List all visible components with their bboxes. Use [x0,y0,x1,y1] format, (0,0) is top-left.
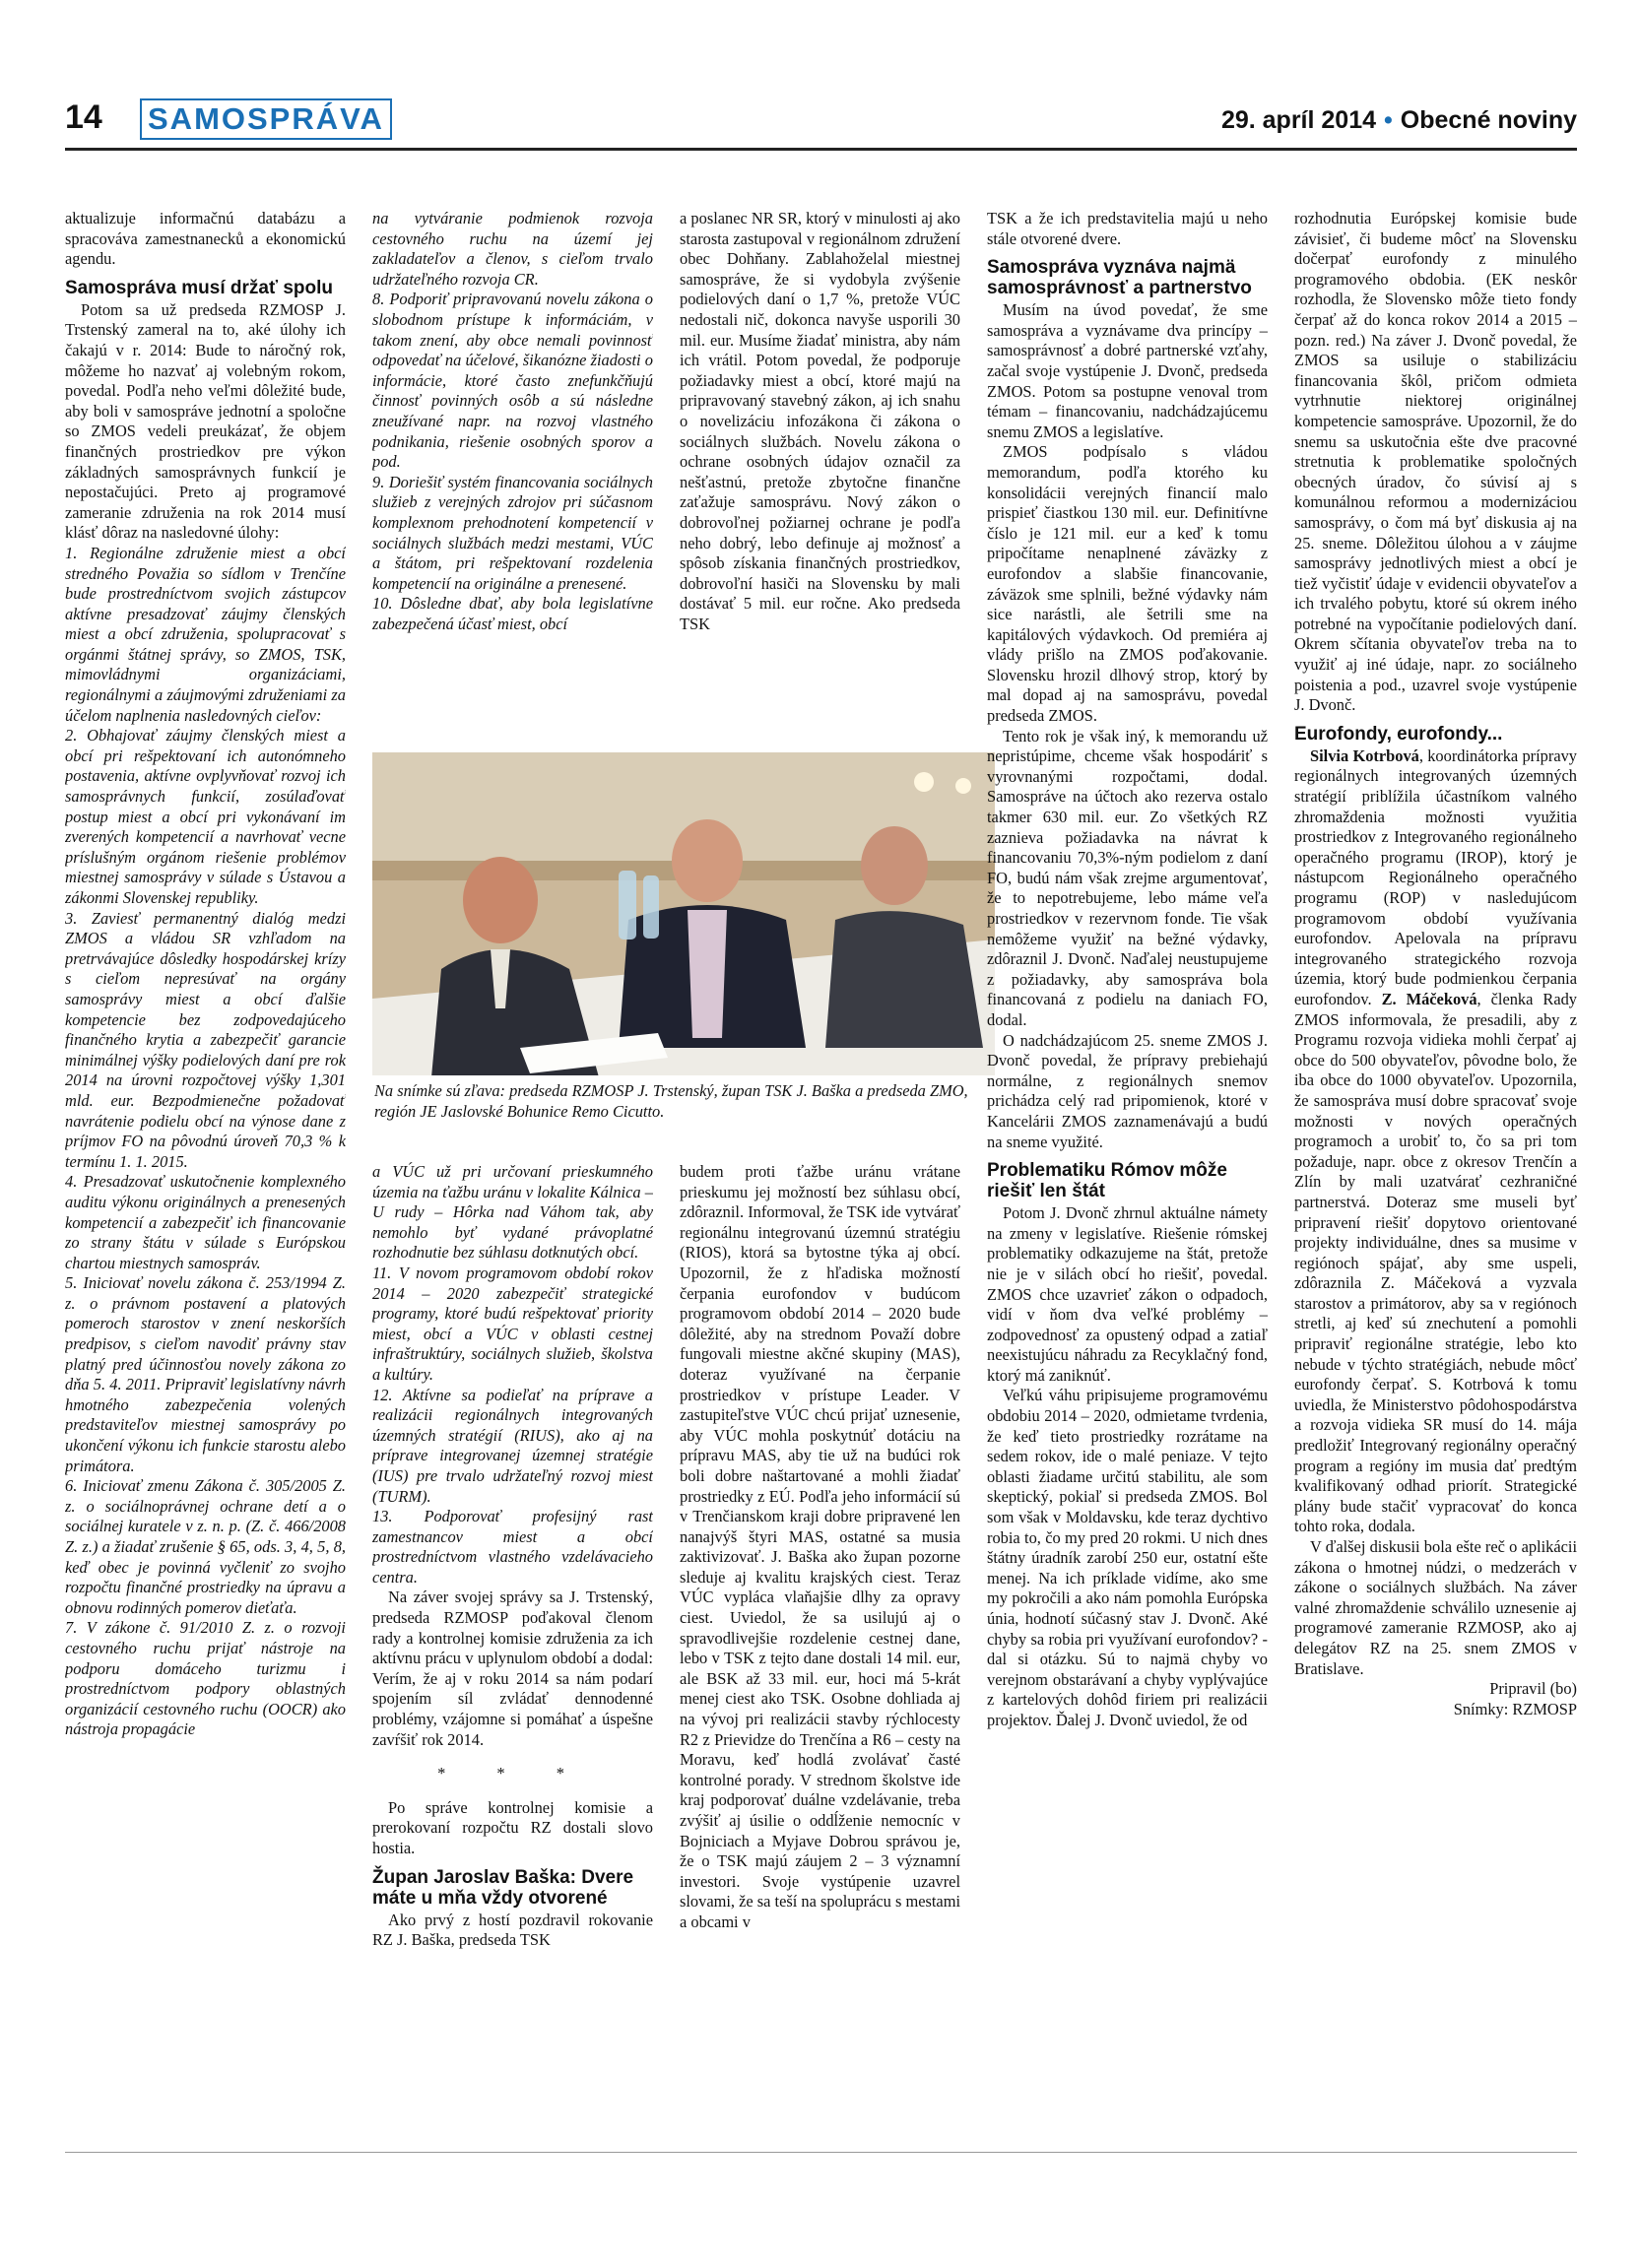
speaker-name: Silvia Kotrbová [1310,745,1419,765]
list-item: 12. Aktívne sa podieľať na príprave a realizácii regionálnych integrovaných územných stratégií (RIUS), ako aj na príprave integrovanej územnej stratégie (IUS) pre trvalo udržateľný rozvoj miest (TURM). [372,1385,653,1506]
list-item: 2. Obhajovať záujmy členských miest a obcí pri rešpektovaní ich autonómneho postavenia, aktívne ovplyvňovať rozvoj ich samosprávnych funkcií, zosúlaďovať postup miest a obcí pri vykonávaní im zverených kompetencií a navrhovať vecne príslušným orgánom riešenie problémov miestnej samosprávy v súlade s Ústavou a zákonmi Slovenskej republiky. [65,726,346,907]
subheading: Samospráva musí držať spolu [65,277,334,298]
paragraph: Musím na úvod povedať, že sme samospráva a vyznávame dva princípy – samosprávnosť a dobré partnerské vzťahy, začal svoje vystúpenie J. Dvonč, predseda ZMOS. Potom sa postupne venoval trom témam – financovaniu, nadchádzajúcemu snemu ZMOS a legislatíve. [987,300,1268,441]
paragraph: TSK a že ich predstavitelia majú u neho stále otvorené dvere. [987,209,1268,248]
list-item: 4. Presadzovať uskutočnenie komplexného auditu výkonu originálnych a prenesených kompetencií a zabezpečiť ich financovanie zo strany štátu v súlade s Európskou chartou miestnych samospráv. [65,1172,346,1272]
paragraph: Tento rok je však iný, k memorandu už nepristúpime, chceme však hospodáriť s vyrovnanými rozpočtami, dodal. Samospráve na účtoch ako rezerva ostalo takmer 630 mil. eur. Zo všetkých RZ zaznieva požiadavka na návrat k financovaniu 70,3%-ným podielom z daní FO, budú nám však zrejme argumentovať, že to nepotrebujeme, lebo máme veľa prostriedkov v rezervnom fonde. Tie však nemôžeme využiť na bežné výdavky, zdôraznil J. Dvonč. Naďalej neustupujeme z požiadavky, aby samospráva bola financovaná z podielu na daniach FO, dodal. [987,726,1268,1029]
speaker-name: Z. Máčeková [1381,989,1477,1008]
page-header [65,95,1577,150]
paragraph: Potom sa už predseda RZMOSP J. Trstenský zameral na to, aké úlohy ich čakajú v r. 2014: Bude to náročný rok, môžeme ho nazvať aj volebným rokom, povedal. Podľa neho veľmi dôležité bude, aby boli v samospráve jednotní a spoločne so ZMOS vedeli preukázať, že objem finančných prostriedkov pre výkon základných samosprávnych funkcií je nepostačujúci. Preto aj programové zameranie združenia na rok 2014 musí klásť dôraz na nasledovné úlohy: [65,299,346,543]
column-2-top [372,209,653,745]
paragraph: Potom J. Dvonč zhrnul aktuálne námety na zmeny v legislatíve. Riešenie rómskej problematiky odkazujeme na štát, pretože nie je v silách obcí ho riešiť, povedal. ZMOS chce uzavrieť zákon o odpadoch, vidí v ňom dva veľké problémy – zodpovednosť za opustený odpad a zatiaľ neexistujúcu náhradu za Recyklačný fond, ktorý má zaniknúť. [987,1203,1268,1385]
subheading: Župan Jaroslav Baška: Dvere máte u mňa vždy otvorené [372,1866,634,1909]
column-1 [65,209,346,2149]
paragraph: aktualizuje informačnú databázu a spracováva zamestnanecků a ekonomickú agendu. [65,209,346,269]
page-number: 14 [65,98,102,136]
dateline [1221,106,1577,135]
section-title: SAMOSPRÁVA [140,98,392,140]
issue-date: 29. apríl 2014 [1220,106,1377,134]
list-item: 10. Dôsledne dbať, aby bola legislatívne zabezpečená účasť miest, obcí [372,594,653,633]
list-item: 8. Podporiť pripravovanú novelu zákona o slobodnom prístupe k informáciám, v takom znení, aby obce nemali povinnosť odpovedať na účelové, šikanózne žiadosti o informácie, ktoré často znefunkčňujú činnosť povinných osôb a sú následne zneužívané napr. na rozvoj vlastného podnikania, riešenie osobných sporov a pod. [372,290,653,472]
column-3-top [680,209,960,745]
paragraph-text: , koordinátorka prípravy regionálnych integrovaných územných stratégií priblížila účastníkom valného zhromaždenia možnosti využitia prostriedkov z Integrovaného regionálneho operačného programu (IROP), ktorý je nástupcom Regionálneho operačného programu (ROP) v nasledujúcom programovom období využívania eurofondov. Apelovala na prípravu integrovaného strategického rozvoja územia, ktorý bude podmienkou čerpania eurofondov. [1294,745,1577,1008]
subheading: Samospráva vyznáva najmä samosprávnosť a partnerstvo [987,257,1252,299]
list-item: 1. Regionálne združenie miest a obcí stredného Považia so sídlom v Trenčíne bude prostredníctvom svojich zástupcov aktívne presadzovať záujmy členských miest a obcí združenia, spolupracovať s orgánmi štátnej správy, so ZMOS, TSK, mimovládnymi organizáciami, regionálnymi a záujmovými združeniami za účelom naplnenia nasledovných cieľov: [65,543,346,725]
paragraph: a poslanec NR SR, ktorý v minulosti aj ako starosta zastupoval v regionálnom združení obec Dohňany. Zablahoželal miestnej samospráve, že si vydobyla zvýšenie podielových daní o 1,7 %, pretože VÚC nedostali nič, dokonca navyše usporili 30 mil. eur. Musíme žiadať ministra, aby nám ich vrátil. Potom povedal, že podporuje požiadavky miest a obcí, ktoré majú na pripravovaný stavebný zákon, aj ich snahu o novelizáciu infozákona či zákona o sociálnych službách. Novelu zákona o ochrane osobných údajov označil za nešťastnú, pretože zbytočne finančne zaťažuje samosprávu. Nový zákon o dobrovoľnej požiarnej ochrane je podľa neho dobrý, lebo definuje aj možnosť a spôsob získania finančných prostriedkov, dobrovoľní hasiči na Slovensku by mali dostávať 5 mil. eur ročne. Ako predseda TSK [680,209,960,633]
author-credit: Pripravil (bo) [1489,1679,1577,1699]
separator-dot: • [1384,106,1393,134]
paragraph: Ako prvý z hostí pozdravil rokovanie RZ J. Baška, predseda TSK [372,1910,653,1950]
column-2-bottom [372,1162,653,2147]
publication-name: Obecné noviny [1400,106,1577,134]
subheading: Eurofondy, eurofondy... [1294,723,1503,745]
photo-credit: Snímky: RZMOSP [1453,1699,1577,1718]
list-item: 11. V novom programovom období rokov 2014 – 2020 zabezpečiť strategické programy, ktoré budú rešpektovať priority miest, obcí a VÚC v oblasti cestnej infraštruktúry, sociálnych služieb, školstva a kultúry. [372,1263,653,1384]
paragraph: V ďalšej diskusii bola ešte reč o aplikácii zákona o hmotnej núdzi, o medzerách v zákone o sociálnych službách. Na záver valné zhromaždenie schválilo uznesenie aj programové zameranie RZMOSP, ako aj delegátov RZ na 25. snem ZMOS v Bratislave. [1294,1537,1577,1678]
column-3-bottom [680,1162,960,2147]
photo-illustration [372,752,995,1075]
paragraph: Po správe kontrolnej komisie a prerokovaní rozpočtu RZ dostali slovo hostia. [372,1797,653,1857]
list-item: 3. Zaviesť permanentný dialóg medzi ZMOS a vládou SR vzhľadom na pretrvávajúce dôsledky hospodárskej krízy s cieľom nepresúvať na orgány samosprávy miest a obcí ďalšie kompetencie bez zodpovedajúceho finančného krytia a zabezpečiť garancie minimálnej výšky podielových daní pre rok 2014 na úrovni rozpočtovej výšky 1,301 mld. eur. Bezpodmienečne požadovať navrátenie podielu obcí na výnose dane z príjmov FO na pôvodnú úroveň 70,3 % k termínu 1. 1. 2015. [65,908,346,1171]
column-5 [1294,209,1577,2149]
paragraph: ZMOS podpísalo s vládou memorandum, podľa ktorého ku konsolidácii verejných financií malo prispieť čiastkou 130 mil. eur. Definitívne číslo je 121 mil. eur a keď k tomu pripočítame nenaplnené záväzky z eurofondov a slabšie financovanie, záväzok sme splnili, bežné výdavky nám sice narástli, ale šetrili sme na kapitálových výdavkoch. Od premiéra aj vlády prišlo na ZMOS poďakovanie. Slovensku hrozil dlhový strop, ktorý by mal dopad aj na samosprávu, povedal predseda ZMOS. [987,442,1268,726]
footer-rule [65,2152,1577,2153]
list-item: 9. Doriešiť systém financovania sociálnych služieb z verejných zdrojov pri súčasnom komplexnom prehodnotení kompetencií v sociálnych službách medzi mestami, VÚC a štátom, pri rešpektovaní rozdelenia kompetencií na originálne a prenesené. [372,472,653,593]
photo-caption: Na snímke sú zľava: predseda RZMOSP J. Trstenský, župan TSK J. Baška a predseda ZMO, región JE Jaslovské Bohunice Remo Cicutto. [374,1081,968,1121]
list-item: 5. Iniciovať novelu zákona č. 253/1994 Z. z. o právnom postavení a platových pomeroch starostov v znení neskorších predpisov, s cieľom navodiť právny stav platný pred účinnosťou novely zákona zo dňa 5. 4. 2011. Pripraviť legislatívny návrh hmotného zabezpečenia volených predstaviteľov miestnej samosprávy po ukončení výkonu ich funkcie starostu alebo primátora. [65,1273,346,1475]
paragraph [1294,746,1577,1537]
header-rule [65,148,1577,151]
list-item: a VÚC už pri určovaní prieskumného územia na ťažbu uránu v lokalite Kálnica – U rudy – Hôrka nad Váhom tak, aby nemohlo byť vydané právoplatné rozhodnutie bez súhlasu dotknutých obcí. [372,1162,653,1263]
column-4 [987,209,1268,2149]
paragraph-text: , členka Rady ZMOS informovala, že presadili, aby z Programu rozvoja vidieka mohli čerpať aj obce do 500 obyvateľov, pôvodne bolo, že iba obce do 1000 obyvateľov. Upozornila, že samospráva musí dobre spracovať svoje možnosti v nových operačných programoch a urobiť to, čo sa pri tom požaduje, napr. obce z okresov Trenčín a Zlín by mali uzatvárať cezhraničné partnerstvá. Doteraz sme museli byť pripravení riešiť dopytovo orientované projekty individuálne, dnes sa musime v regiónoch spájať, aby sme uspeli, zdôraznila Z. Máčeková a vyzvala starostov a primátorov, aby sa v regiónoch stretli, aj keď sú znechutení a pomohli pripraviť regionálne stratégie, lebo kto nebude v týchto stratégiách, nebude môcť eurofondy čerpať. S. Kotrbová k tomu uviedla, že Ministerstvo pôdohospodárstva a rozvoja vidieka SR musí do 14. mája predložiť Integrovaný regionálny operačný program a regióny im musia dať predtým kvalifikovaný odhad priorít. Strategické plány bude stačiť vypracovať do konca tohto roka, dodala. [1294,989,1577,1536]
subheading: Problematiku Rómov môže riešiť len štát [987,1160,1227,1202]
list-item: 7. V zákone č. 91/2010 Z. z. o rozvoji cestovného ruchu prijať nástroje na podporu domáceho turizmu i prostredníctvom podpory oblastných organizácií cestovného ruchu (OOCR) ako nástroja propagácie [65,1618,346,1739]
paragraph: budem proti ťažbe uránu vrátane prieskumu jej možností bez súhlasu obcí, zdôraznil. Informoval, že TSK ide vytvárať regionálnu integrovanú územnú stratégiu (RIOS), ktorá sa bytostne týka aj obcí. Upozornil, že z hľadiska možností čerpania eurofondov v budúcom programovom období 2014 – 2020 bude dôležité, aby na strednom Považí dobre fungovali miestne akčné skupiny (MAS), doteraz využívané na čerpanie prostriedkov v prístupe Leader. V zastupiteľstve VÚC chcú prijať uznesenie, aby VÚC mohla poskytnúť dotáciu na prípravu MAS, aby tie už na budúci rok boli dobre naštartované a mohli žiadať prostriedky z EÚ. Podľa jeho informácií sú v Trenčianskom kraji dobre pripravené len nanajvýš štyri MAS, ostatné sa musia zaktivizovať. J. Baška ako župan pozorne sleduje aj kvalitu krajských ciest. Teraz VÚC vypláca vlaňajšie dlhy za opravy ciest. Uviedol, že sa usilujú aj o spravodlivejšie rozdelenie cestnej dane, lebo v TSK z tejto dane dostali 14 mil. eur, ale BSK až 33 mil. eur, hoci má 5-krát menej ciest ako TSK. Osobne dohliada aj na vývoj pri realizácii stavby rýchlocesty R2 z Prievidze do Trenčína a R6 – cesty na Moravu, keď hodlá zvolávať časté kontrolné porady. V strednom školstve ide kraj podporovať duálne vzdelávanie, treba zvýšiť aj úsilie o oddĺženie nemocníc v Bojniciach a Myjave Dobrou správou je, že o TSK majú záujem 2 – 3 významní investori. Svoje vystúpenie uzavrel slovami, že sa teší na spoluprácu s mestami a obcami v [680,1162,960,1931]
meeting-photo [372,752,995,1075]
paragraph: Veľkú váhu pripisujeme programovému obdobiu 2014 – 2020, odmietame tvrdenia, že keď tieto prostriedky rozrátame na sedem rokov, ide o malé peniaze. V tejto oblasti žiadame určitú stabilitu, ale som skeptický, pokiaľ si predseda ZMOS. Bol som však v Moldavsku, kde teraz dychtivo robia to, čo my pred 20 rokmi. U nich dnes štátny úradník zarobí 250 eur, ostatní ešte menej. Na ich príklade vidíme, ako sme my pokročili a ako nám pomohla Európska únia, hodnotí súčasný stav J. Dvonč. Aké chyby sa robia pri využívaní eurofondov? - dal si otázku. Sú to najmä chyby vo verejnom obstarávaní a chyby vyplývajúce z kartelových dohôd firiem pri realizácii projektov. Ďalej J. Dvonč uviedol, že od [987,1386,1268,1729]
paragraph: Na záver svojej správy sa J. Trstenský, predseda RZMOSP poďakoval členom rady a kontrolnej komisie združenia za ich aktívnu prácu v uplynulom období a dodal: Verím, že aj v roku 2014 sa nám podarí spojením síl zvládať dennodenné problémy, vzájomne si pomáhať a úspešne zavŕšiť rok 2014. [372,1588,653,1749]
paragraph: rozhodnutia Európskej komisie bude závisieť, či budeme môcť na Slovensku dočerpať eurofondy z minulého programového obdobia. (EK neskôr rozhodla, že Slovensko môže tieto fondy čerpať až do konca rokov 2014 a 2015 – pozn. red.) Na záver J. Dvonč povedal, že ZMOS sa usiluje o stabilizáciu financovania škôl, pričom odmieta vytrhnutie niektorej originálnej kompetencie samospráve. Upozornil, že do snemu sa uskutočnia ešte dve pracovné stretnutia k problematike spoločných obecných úradov, čo súvisí aj s komunálnou reformou a modernizáciou samosprávy, o čom má byť diskusia aj na 25. sneme. Dôležitou úlohou a v záujme samosprávy jednotlivých miest a obcí je tiež vyčistiť údaje v evidencii obyvateľov a ich trvalého pobytu, ktoré sú okrem iného potrebné na vypočítanie podielových daní. Okrem sčítania obyvateľov treba na to využiť aj iné údaje, napr. zo sociálneho poistenia a pod., uzavrel svoje vystúpenie J. Dvonč. [1294,209,1577,715]
list-item: na vytváranie podmienok rozvoja cestovného ruchu na území jej zakladateľov a členov, s cieľom trvalo udržateľného rozvoja CR. [372,209,653,289]
list-item: 13. Podporovať profesijný rast zamestnancov miest a obcí prostredníctvom vlastného vzdelávacieho centra. [372,1507,653,1587]
list-item: 6. Iniciovať zmenu Zákona č. 305/2005 Z. z. o sociálnoprávnej ochrane detí a o sociálnej kuratele v z. n. p. (Z. č. 466/2008 Z. z.) a žiadať zrušenie § 65, ods. 3, 4, 5, 8, keď obec je povinná vyčleniť zo svojho rozpočtu finančné prostriedky na úpravu a obnovu rodinných pomerov dieťaťa. [65,1476,346,1617]
paragraph: O nadchádzajúcom 25. sneme ZMOS J. Dvonč povedal, že prípravy prebiehajú normálne, z regionálnych snemov prichádza celý rad pripomienok, ktoré v Kancelárii ZMOS zaznamenávajú a budú na sneme využité. [987,1030,1268,1151]
section-divider: * * * [437,1764,588,1783]
